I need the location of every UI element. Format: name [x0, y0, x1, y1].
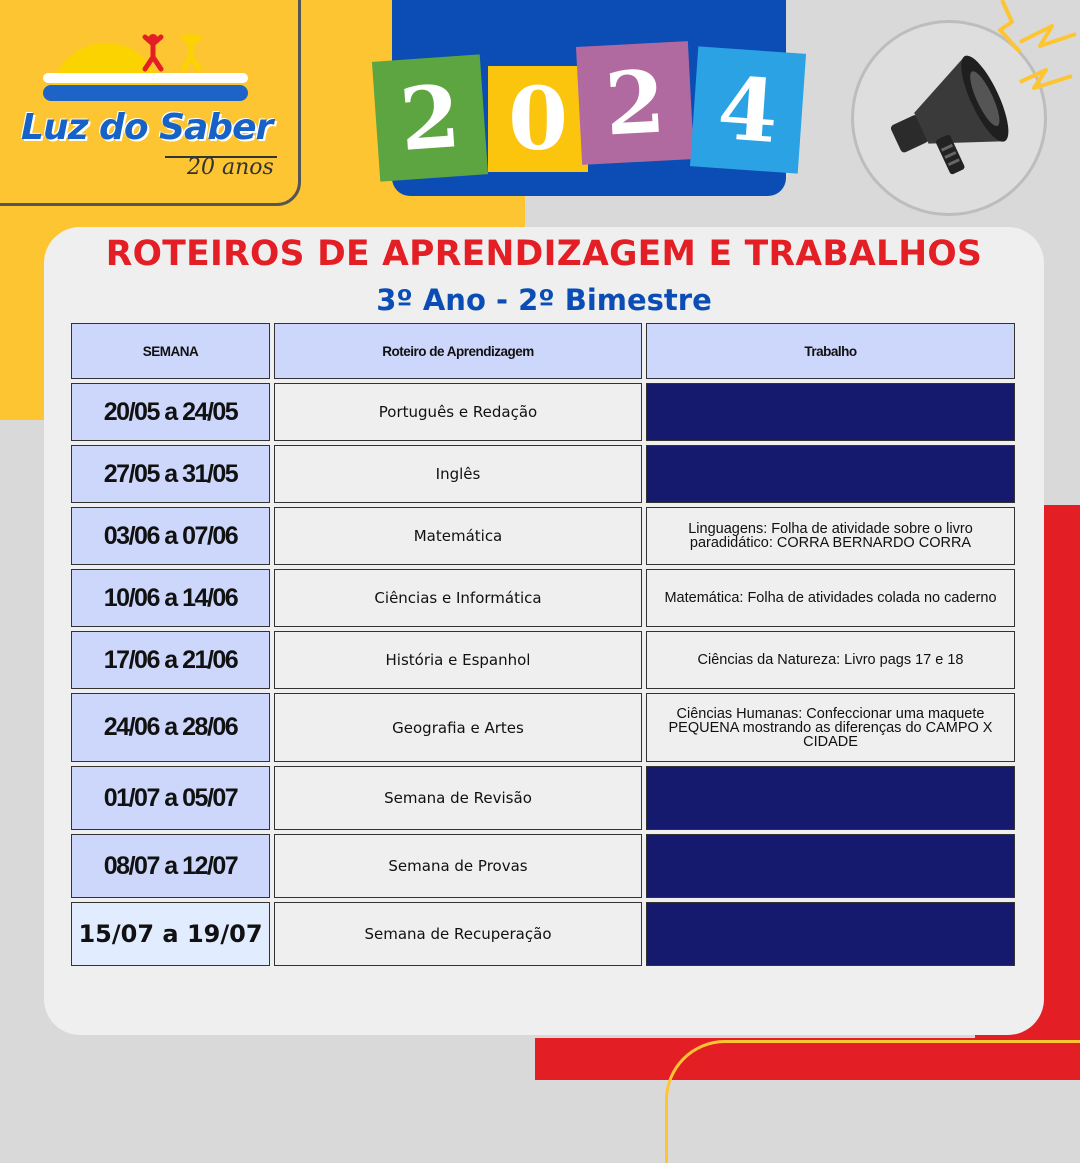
week-cell: 01/07 a 05/07	[71, 766, 270, 830]
logo-wave-white	[43, 73, 248, 83]
roteiro-cell: Geografia e Artes	[274, 693, 642, 762]
year-digit-4: 4	[690, 46, 806, 173]
trabalho-cell	[646, 902, 1015, 966]
logo-name: Luz do Saber	[21, 107, 273, 148]
trabalho-cell	[646, 383, 1015, 441]
roteiro-cell: Semana de Provas	[274, 834, 642, 898]
logo-wave-blue	[43, 85, 248, 101]
week-cell: 08/07 a 12/07	[71, 834, 270, 898]
week-cell: 10/06 a 14/06	[71, 569, 270, 627]
roteiro-cell: Português e Redação	[274, 383, 642, 441]
roteiro-cell: Inglês	[274, 445, 642, 503]
logo	[0, 0, 301, 206]
roteiro-cell: Semana de Revisão	[274, 766, 642, 830]
roteiro-cell: História e Espanhol	[274, 631, 642, 689]
week-cell: 17/06 a 21/06	[71, 631, 270, 689]
trabalho-cell	[646, 834, 1015, 898]
background-yellow-arc	[665, 1040, 1080, 1163]
trabalho-cell	[646, 445, 1015, 503]
column-header-trabalho: Trabalho	[646, 323, 1015, 379]
page-title: ROTEIROS DE APRENDIZAGEM E TRABALHOS	[105, 234, 983, 274]
week-cell: 24/06 a 28/06	[71, 693, 270, 762]
page-subtitle: 3º Ano - 2º Bimestre	[376, 283, 712, 317]
trabalho-cell: Matemática: Folha de atividades colada no caderno	[646, 569, 1015, 627]
week-cell: 27/05 a 31/05	[71, 445, 270, 503]
week-cell: 15/07 a 19/07	[71, 902, 270, 966]
year-digit-3: 2	[576, 41, 694, 165]
trabalho-cell: Ciências da Natureza: Livro pags 17 e 18	[646, 631, 1015, 689]
trabalho-cell: Ciências Humanas: Confeccionar uma maquete PEQUENA mostrando as diferenças do CAMPO X CIDADE	[646, 693, 1015, 762]
trabalho-cell: Linguagens: Folha de atividade sobre o livro paradidático: CORRA BERNARDO CORRA	[646, 507, 1015, 565]
roteiro-cell: Matemática	[274, 507, 642, 565]
week-cell: 20/05 a 24/05	[71, 383, 270, 441]
logo-figures-icon	[135, 33, 225, 73]
column-header-semana: SEMANA	[71, 323, 270, 379]
roteiro-cell: Ciências e Informática	[274, 569, 642, 627]
column-header-roteiro: Roteiro de Aprendizagem	[274, 323, 642, 379]
logo-tagline: 20 anos	[187, 155, 274, 180]
year-digit-1: 2	[372, 54, 488, 181]
week-cell: 03/06 a 07/06	[71, 507, 270, 565]
trabalho-cell	[646, 766, 1015, 830]
year-digit-2: 0	[488, 66, 588, 172]
lightning-icon	[990, 0, 1080, 100]
roteiro-cell: Semana de Recuperação	[274, 902, 642, 966]
